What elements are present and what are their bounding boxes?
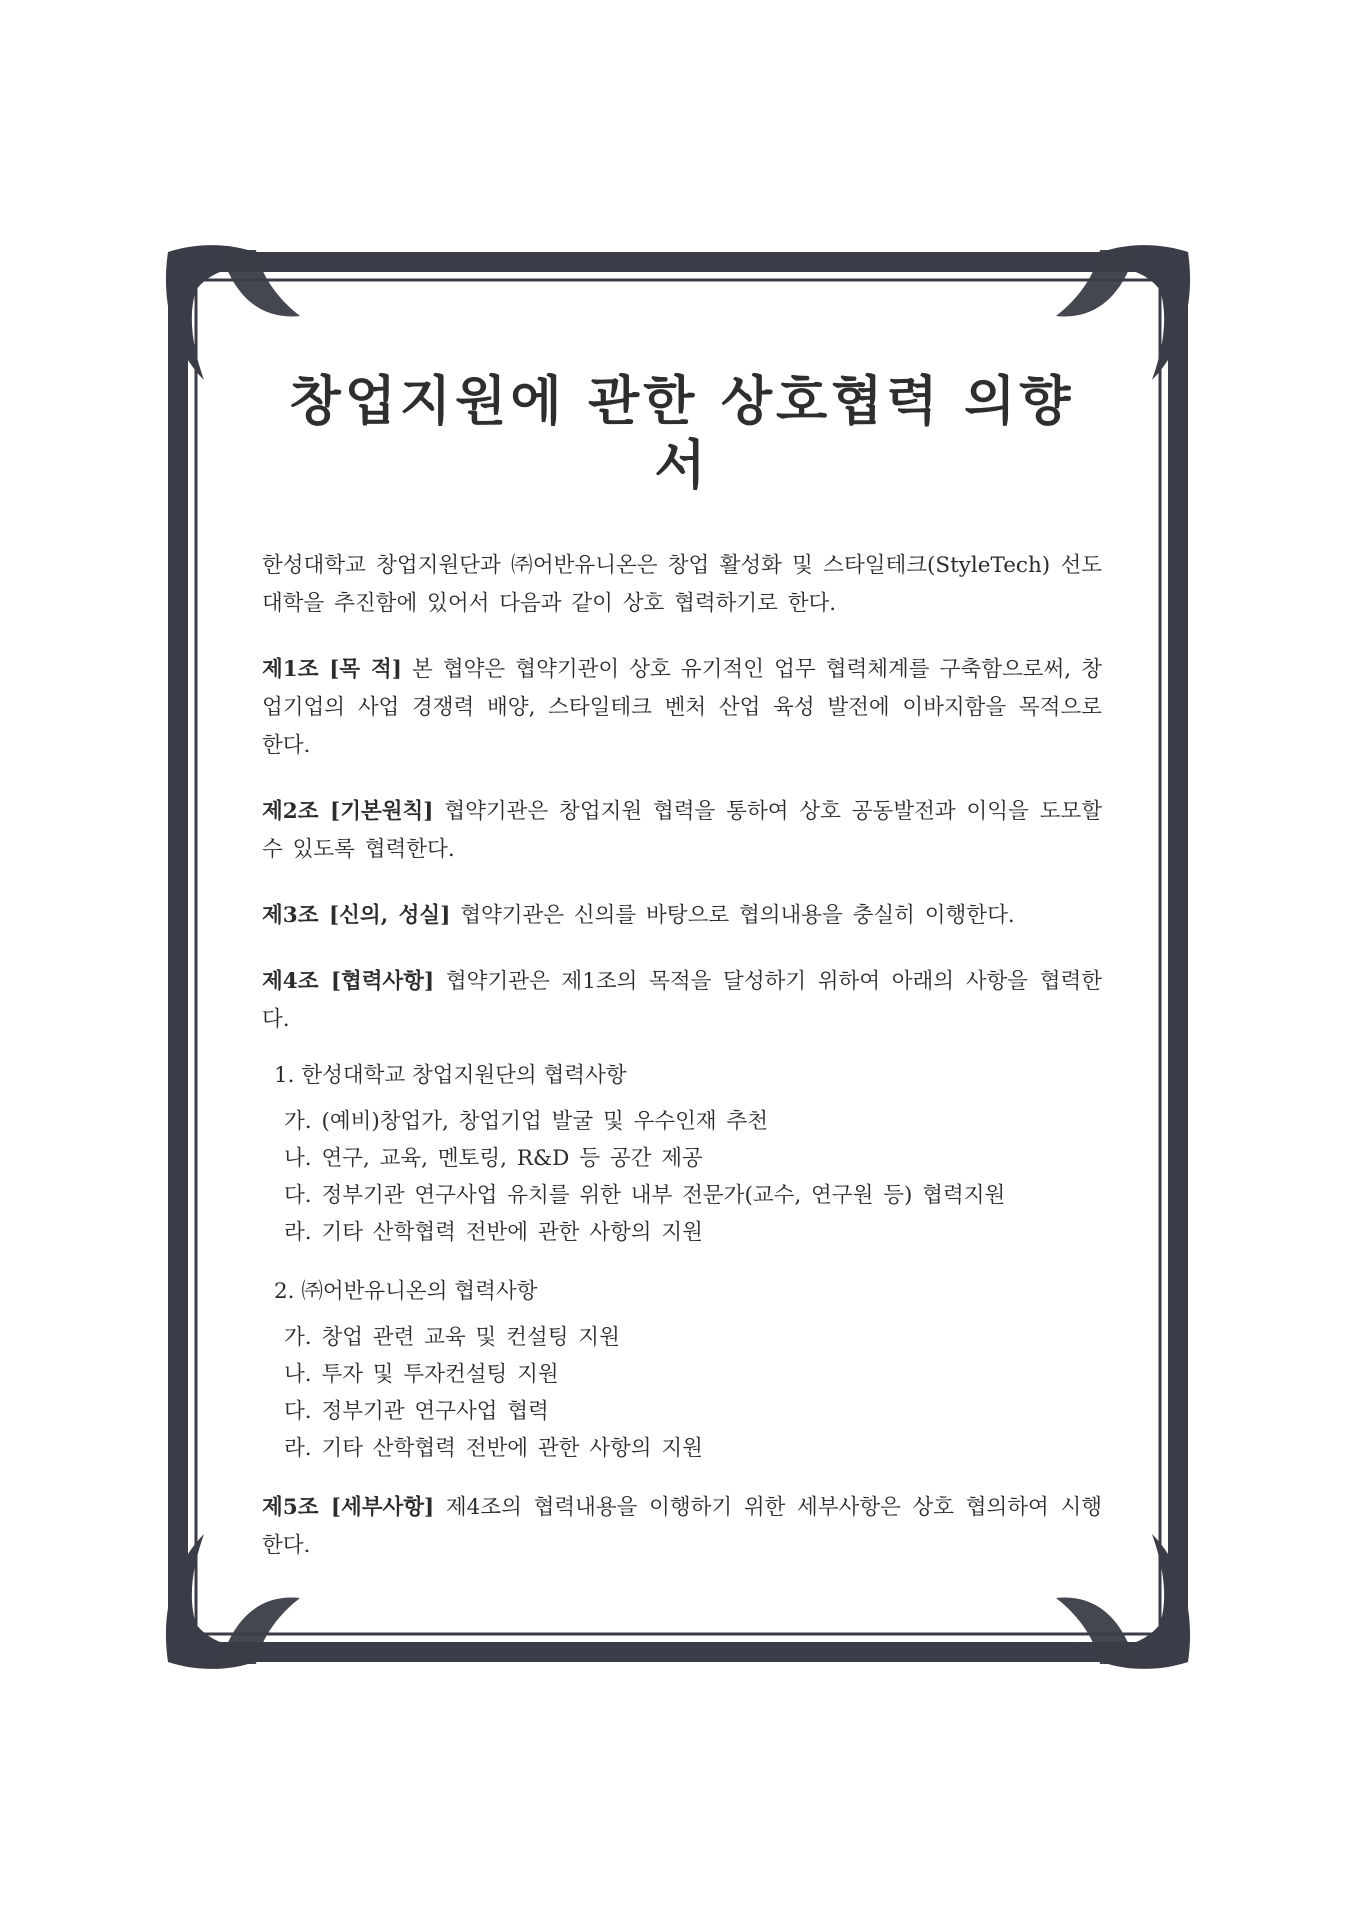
article-4-body: 협약기관은 제1조의 목적을 달성하기 위하여 아래의 사항을 협력한다. (262, 969, 1103, 1033)
article-4 (262, 963, 1102, 1039)
list-item: 다. 정부기관 연구사업 협력 (284, 1399, 549, 1425)
article-1-body: 본 협약은 협약기관이 상호 유기적인 업무 협력체계를 구축함으로써, 창업기업의 사업 경쟁력 배양, 스타일테크 벤처 산업 육성 발전에 이바지함을 목적으로 한다. (262, 657, 1102, 759)
article-3-body: 협약기관은 신의를 바탕으로 협의내용을 충실히 이행한다. (450, 903, 1015, 929)
list-item: 라. 기타 산학협력 전반에 관한 사항의 지원 (284, 1220, 703, 1246)
article-5 (262, 1489, 1102, 1565)
article-3-heading: 제3조 [신의, 성실] (262, 903, 451, 929)
list-item: 나. 연구, 교육, 멘토링, R&D 등 공간 제공 (284, 1146, 703, 1172)
section-1-title: 1. 한성대학교 창업지원단의 협력사항 (274, 1063, 627, 1089)
intro-paragraph: 한성대학교 창업지원단과 ㈜어반유니온은 창업 활성화 및 스타일테크(StyleTech) 선도대학을 추진함에 있어서 다음과 같이 상호 협력하기로 한다. (262, 553, 1102, 617)
list-item: 가. 창업 관련 교육 및 컨설팅 지원 (284, 1325, 620, 1351)
section-1-list (262, 1103, 1102, 1251)
document-body (262, 370, 1102, 1593)
list-item: 나. 투자 및 투자컨설팅 지원 (284, 1362, 559, 1388)
list-item: 가. (예비)창업가, 창업기업 발굴 및 우수인재 추천 (284, 1109, 769, 1135)
list-item: 다. 정부기관 연구사업 유치를 위한 내부 전문가(교수, 연구원 등) 협력지원 (284, 1183, 1006, 1209)
article-2-body: 협약기관은 창업지원 협력을 통하여 상호 공동발전과 이익을 도모할 수 있도록 협력한다. (262, 799, 1102, 863)
article-4-heading: 제4조 [협력사항] (262, 969, 435, 995)
article-2-heading: 제2조 [기본원칙] (262, 799, 434, 825)
article-1-heading: 제1조 [목 적] (262, 657, 402, 683)
article-5-heading: 제5조 [세부사항] (262, 1495, 435, 1521)
section-2-title: 2. ㈜어반유니온의 협력사항 (274, 1279, 538, 1305)
article-5-body: 제4조의 협력내용을 이행하기 위한 세부사항은 상호 협의하여 시행한다. (262, 1495, 1103, 1559)
section-2-list (262, 1319, 1102, 1467)
list-item: 라. 기타 산학협력 전반에 관한 사항의 지원 (284, 1436, 703, 1462)
article-1 (262, 651, 1102, 765)
document-title: 창업지원에 관한 상호협력 의향서 (289, 370, 1075, 496)
article-2 (262, 793, 1102, 869)
article-3 (262, 897, 1102, 935)
